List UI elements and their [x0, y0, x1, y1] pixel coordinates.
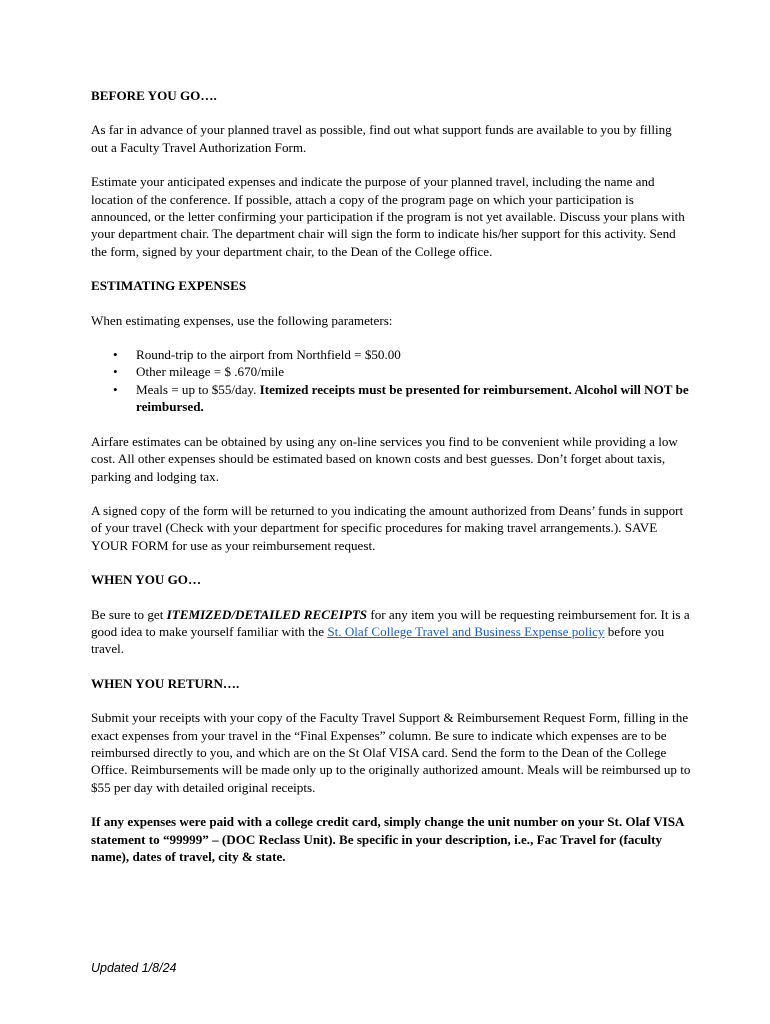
when-you-go-heading: WHEN YOU GO…: [91, 572, 202, 588]
itemized-receipts-emphasis: ITEMIZED/DETAILED RECEIPTS: [166, 606, 368, 622]
bullet-text-meals: Meals = up to $55/day.: [136, 381, 260, 397]
list-item: [91, 346, 691, 363]
list-item: [91, 363, 691, 380]
expense-parameters-list: [91, 346, 691, 416]
receipts-warning: Itemized receipts must be presented for reimbursement. Alcohol will NOT be reimbursed.: [136, 381, 689, 415]
credit-card-note: If any expenses were paid with a college credit card, simply change the unit number on your St. Olaf VISA statement to “99999” – (DOC Reclass Unit). Be specific in your description, i.e., Fac Travel for (faculty name), dates of travel, city & state.: [91, 814, 684, 864]
bullet-icon: •: [113, 381, 118, 397]
estimating-intro: When estimating expenses, use the following parameters:: [91, 312, 393, 328]
updated-date-footer: Updated 1/8/24: [91, 961, 177, 975]
when-you-return-paragraph: Submit your receipts with your copy of the Faculty Travel Support & Reimbursement Request Form, filling in the exact expenses from your travel in the “Final Expenses” column. Be sure to indicate which expenses are to be reimbursed directly to you, and which are on the St Olaf VISA card. Send the form to the Dean of the College Office. Reimbursements will be made only up to the originally authorized amount. Meals will be reimbursed up to $55 per day with detailed original receipts.: [91, 710, 691, 795]
bullet-icon: •: [113, 347, 118, 363]
before-paragraph-1: As far in advance of your planned travel as possible, find out what support funds are available to you by filling out a Faculty Travel Authorization Form.: [91, 122, 672, 155]
when-you-go-paragraph: [91, 606, 691, 658]
airfare-paragraph: Airfare estimates can be obtained by using any on-line services you find to be convenient while providing a low cost. All other expenses should be estimated based on known costs and best guesses. Don’t forget about taxis, parking and lodging tax.: [91, 433, 678, 484]
bullet-icon: •: [113, 364, 118, 380]
estimating-expenses-heading: ESTIMATING EXPENSES: [91, 278, 247, 294]
travel-policy-link[interactable]: St. Olaf College Travel and Business Expense policy: [327, 623, 605, 639]
bullet-text-airport: Round-trip to the airport from Northfield = $50.00: [136, 347, 401, 363]
document-page: [91, 87, 691, 882]
bullet-text-mileage: Other mileage = $ .670/mile: [136, 364, 285, 380]
when-you-return-heading: WHEN YOU RETURN….: [91, 675, 240, 691]
when-go-text-3: before you travel.: [91, 623, 665, 657]
when-go-text-2: for any item you will be requesting reimbursement for. It is a good idea to make yourself familiar with the: [91, 606, 690, 639]
before-paragraph-2: Estimate your anticipated expenses and indicate the purpose of your planned travel, including the name and location of the conference. If possible, attach a copy of the program page on which your participation is announced, or the letter confirming your participation if the program is not yet available. Discuss your plans with your department chair. The department chair will sign the form to indicate his/her support for this activity. Send the form, signed by your department chair, to the Dean of the College office.: [91, 174, 685, 259]
list-item: [91, 381, 691, 416]
before-you-go-heading: BEFORE YOU GO….: [91, 88, 217, 103]
when-go-text-1: Be sure to get: [91, 606, 167, 622]
signed-copy-paragraph: A signed copy of the form will be returned to you indicating the amount authorized from Deans’ funds in support of your travel (Check with your department for specific procedures for making travel arrangements.). SAVE YOUR FORM for use as your reimbursement request.: [91, 502, 684, 553]
